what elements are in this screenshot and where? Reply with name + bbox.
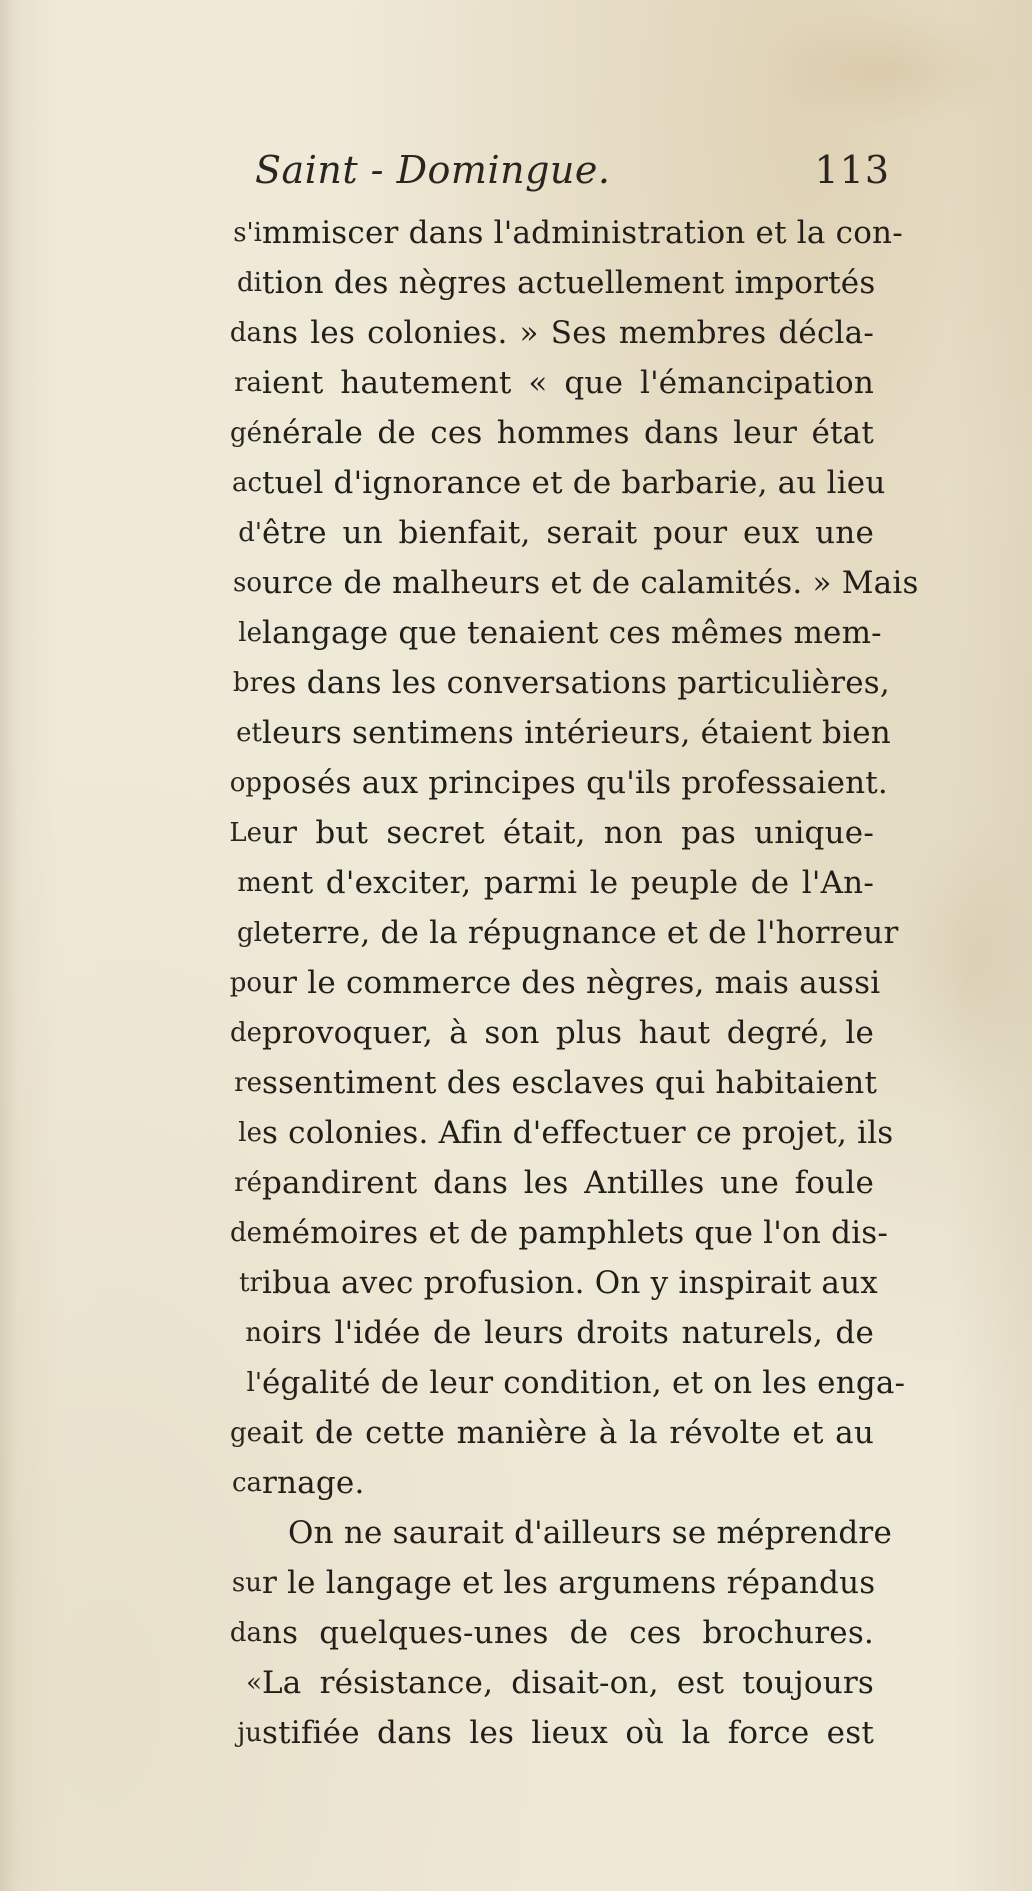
text-line: La résistance, disait-on, est toujours [262, 1665, 874, 1701]
text-line: tion des nègres actuellement importés [262, 265, 876, 301]
text-line: oirs l'idée de leurs droits naturels, de [262, 1315, 874, 1351]
margin-fragment: et [236, 718, 262, 748]
running-title: Saint - Domingue. [255, 148, 611, 192]
margin-fragment: s'i [233, 218, 262, 248]
margin-fragment: le [238, 1118, 262, 1148]
text-line: ent d'exciter, parmi le peuple de l'An- [262, 865, 874, 901]
margin-fragment: ra [234, 368, 262, 398]
paragraph-start-line: On ne saurait d'ailleurs se méprendre [288, 1515, 892, 1551]
paper-stain-top [760, 10, 1020, 130]
text-line: stifiée dans les lieux où la force est [262, 1715, 874, 1751]
margin-fragment [228, 1508, 262, 1558]
paragraph-end-line: rnage. [262, 1465, 365, 1501]
text-line: langage que tenaient ces mêmes mem- [262, 615, 882, 651]
margin-fragment: l' [246, 1368, 262, 1398]
margin-fragment: da [229, 1618, 262, 1648]
left-margin-fragments [228, 208, 262, 1758]
margin-fragment: su [231, 1568, 262, 1598]
text-line: ur le commerce des nègres, mais aussi [262, 965, 881, 1001]
text-line: ait de cette manière à la révolte et au [262, 1415, 874, 1451]
margin-fragment: so [233, 568, 262, 598]
margin-fragment: n [245, 1318, 262, 1348]
text-line: ns les colonies. » Ses membres décla- [262, 315, 874, 351]
text-line: tuel d'ignorance et de barbarie, au lieu [262, 465, 886, 501]
margin-fragment: ac [231, 468, 262, 498]
margin-fragment: « [246, 1668, 262, 1698]
margin-fragment: gé [229, 418, 262, 448]
margin-fragment: Le [229, 818, 262, 848]
paper-stain-right [900, 820, 1032, 1120]
margin-fragment: re [234, 1068, 262, 1098]
margin-fragment: br [232, 668, 262, 698]
margin-fragment: gl [237, 918, 262, 948]
text-line: mmiscer dans l'administration et la con- [262, 215, 903, 251]
margin-fragment: de [229, 1018, 262, 1048]
margin-fragment: op [229, 768, 262, 798]
margin-fragment: d' [238, 518, 262, 548]
running-header [255, 148, 890, 208]
text-line: es dans les conversations particulières, [262, 665, 890, 701]
text-line: provoquer, à son plus haut degré, le [262, 1015, 874, 1051]
body-text [262, 208, 919, 1758]
margin-fragment: de [229, 1218, 262, 1248]
margin-fragment: ge [229, 1418, 262, 1448]
text-line: leurs sentimens intérieurs, étaient bien [262, 715, 891, 751]
text-line: r le langage et les argumens répandus [262, 1565, 876, 1601]
text-line: s colonies. Afin d'effectuer ce projet, ils [262, 1115, 894, 1151]
text-line: égalité de leur condition, et on les enga- [262, 1365, 906, 1401]
text-line: ibua avec profusion. On y inspirait aux [262, 1265, 878, 1301]
margin-fragment: m [237, 868, 262, 898]
margin-fragment: tr [239, 1268, 262, 1298]
text-line: mémoires et de pamphlets que l'on dis- [262, 1215, 889, 1251]
margin-fragment: da [229, 318, 262, 348]
margin-fragment: ca [231, 1468, 262, 1498]
margin-fragment: ré [234, 1168, 262, 1198]
text-line: ssentiment des esclaves qui habitaient [262, 1065, 878, 1101]
text-line: nérale de ces hommes dans leur état [262, 415, 874, 451]
text-line: eterre, de la répugnance et de l'horreur [262, 915, 899, 951]
text-line: ur but secret était, non pas unique- [262, 815, 874, 851]
text-line: urce de malheurs et de calamités. » Mais [262, 565, 919, 601]
text-line: ient hautement « que l'émancipation [262, 365, 874, 401]
margin-fragment: po [229, 968, 262, 998]
margin-fragment: di [237, 268, 262, 298]
text-line: être un bienfait, serait pour eux une [262, 515, 874, 551]
margin-fragment: ju [237, 1718, 262, 1748]
text-line: ns quelques-unes de ces brochures. [262, 1615, 874, 1651]
margin-fragment: le [238, 618, 262, 648]
text-line: pandirent dans les Antilles une foule [262, 1165, 874, 1201]
page-number: 113 [814, 148, 890, 192]
text-line: posés aux principes qu'ils professaient. [262, 765, 888, 801]
